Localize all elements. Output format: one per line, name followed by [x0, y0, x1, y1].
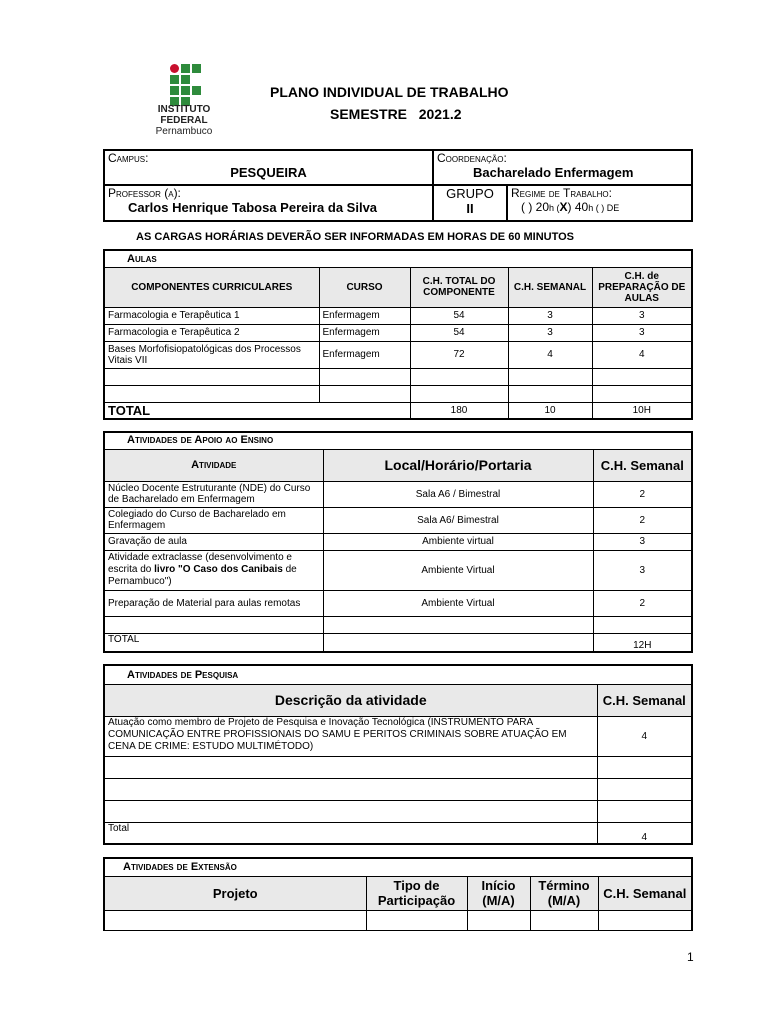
pesquisa-total-label: Total	[104, 822, 597, 844]
pesquisa-header-descricao: Descrição da atividade	[104, 684, 597, 716]
table-row: Farmacologia e Terapêutica 2 Enfermagem 54 3 3	[104, 324, 692, 341]
extensao-header-ch: C.H. Semanal	[598, 876, 692, 910]
aulas-total-label: TOTAL	[104, 402, 410, 419]
campus-value: PESQUEIRA	[230, 165, 307, 180]
info-table	[103, 149, 693, 222]
campus-label: Campus:	[108, 151, 149, 165]
extensao-header-inicio: Início (M/A)	[467, 876, 530, 910]
regime-label: Regime de Trabalho:	[511, 186, 612, 200]
apoio-header-atividade: Atividade	[104, 449, 323, 481]
coord-value: Bacharelado Enfermagem	[473, 165, 634, 180]
semester: SEMESTRE 2021.2	[330, 106, 462, 122]
grupo-label: GRUPO	[446, 186, 494, 201]
extensao-title: Atividades de Extensão	[123, 861, 237, 873]
aulas-table	[103, 249, 693, 420]
aulas-header-curso: CURSO	[319, 267, 410, 307]
logo-line2: FEDERAL	[160, 115, 208, 126]
page-number: 1	[687, 950, 694, 964]
table-row: Atividade extraclasse (desenvolvimento e escrita do livro "O Caso dos Canibais de Pernambuco") Ambiente Virtual 3	[104, 550, 692, 590]
table-row: Preparação de Material para aulas remotas Ambiente Virtual 2	[104, 590, 692, 616]
table-row: Gravação de aula Ambiente virtual 3	[104, 533, 692, 550]
table-row: Bases Morfofisiopatológicas dos Processos Vitais VII Enfermagem 72 4 4	[104, 341, 692, 368]
extensao-header-projeto: Projeto	[104, 876, 366, 910]
apoio-total-label: TOTAL	[104, 633, 323, 652]
aulas-header-ch-total: C.H. TOTAL DO COMPONENTE	[410, 267, 508, 307]
extensao-header-termino: Término (M/A)	[530, 876, 598, 910]
aulas-header-ch-semanal: C.H. SEMANAL	[508, 267, 592, 307]
apoio-table	[103, 431, 693, 653]
apoio-total-value: 12H	[593, 633, 692, 652]
aulas-total-semanal: 10	[508, 402, 592, 419]
pesquisa-total-value: 4	[597, 822, 692, 844]
hours-notice: AS CARGAS HORÁRIAS DEVERÃO SER INFORMADAS EM HORAS DE 60 MINUTOS	[136, 231, 575, 243]
aulas-total-ch: 180	[410, 402, 508, 419]
table-row: Colegiado do Curso de Bacharelado em Enfermagem Sala A6/ Bimestral 2	[104, 507, 692, 533]
extensao-table	[103, 857, 693, 931]
apoio-header-local: Local/Horário/Portaria	[323, 449, 593, 481]
pesquisa-table	[103, 664, 693, 845]
professor-value: Carlos Henrique Tabosa Pereira da Silva	[128, 200, 378, 215]
aulas-total-prep: 10H	[592, 402, 692, 419]
apoio-header-ch: C.H. Semanal	[593, 449, 692, 481]
regime-value: ( ) 20h (X) 40h ( ) DE	[521, 200, 620, 214]
pesquisa-total-row	[104, 822, 692, 844]
professor-label: Professor (a):	[108, 186, 181, 200]
logo-line1: INSTITUTO	[157, 104, 211, 115]
aulas-total-row	[104, 402, 692, 419]
table-row: Farmacologia e Terapêutica 1 Enfermagem 54 3 3	[104, 307, 692, 324]
aulas-header-ch-prep: C.H. de PREPARAÇÃO DE AULAS	[592, 267, 692, 307]
logo-line3: Pernambuco	[155, 126, 213, 137]
table-row: Núcleo Docente Estruturante (NDE) do Curso de Bacharelado em Enfermagem Sala A6 / Bimestral 2	[104, 481, 692, 507]
aulas-title: Aulas	[127, 253, 157, 265]
apoio-title: Atividades de Apoio ao Ensino	[127, 434, 274, 446]
page-title: PLANO INDIVIDUAL DE TRABALHO	[270, 84, 509, 100]
apoio-total-row	[104, 633, 692, 652]
pesquisa-header-ch: C.H. Semanal	[597, 684, 692, 716]
grupo-value: II	[466, 201, 474, 216]
table-row: Atuação como membro de Projeto de Pesquisa e Inovação Tecnológica (INSTRUMENTO PARA COMUNICAÇÃO ENTRE PROFISSIONAIS DO SAMU E PERITOS CRIMINAIS SOBRE ATUAÇÃO EM CENA DE CRIME: ESTUDO MULTIMÉTODO) 4	[104, 716, 692, 756]
aulas-header-componentes: COMPONENTES CURRICULARES	[104, 267, 319, 307]
coord-label: Coordenação:	[437, 151, 507, 165]
extensao-header-tipo: Tipo de Participação	[366, 876, 467, 910]
pesquisa-title: Atividades de Pesquisa	[127, 669, 239, 681]
